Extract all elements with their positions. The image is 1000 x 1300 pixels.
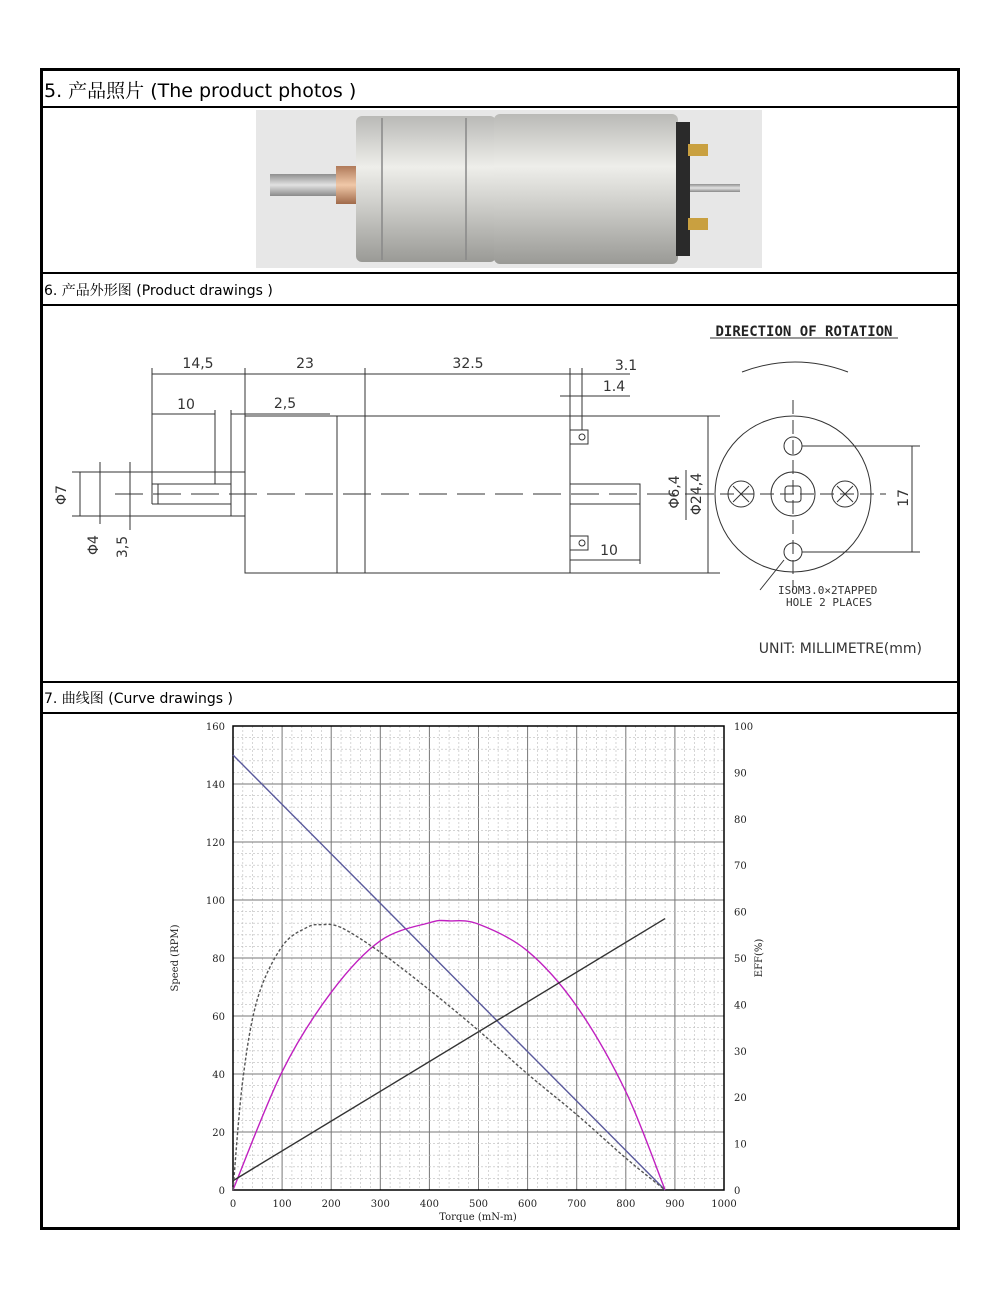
x-tick-label: 900 (665, 1199, 685, 1210)
y-axis-label: Speed (RPM) (170, 924, 181, 992)
chart-ticks (206, 722, 753, 1210)
dim-10-top: 10 (177, 397, 195, 413)
dim-3-1: 3.1 (614, 358, 638, 374)
y-tick-label: 160 (205, 722, 225, 733)
x-tick-label: 500 (468, 1199, 489, 1210)
y2-axis-label: EFF(%) (754, 938, 765, 978)
y2-tick-label: 70 (734, 861, 747, 873)
x-tick-label: 600 (518, 1199, 538, 1210)
y-tick-label: 60 (212, 1012, 225, 1023)
y-tick-label: 80 (212, 954, 225, 965)
drawings-section-title: 6. 产品外形图 (Product drawings ) (44, 283, 273, 299)
curves-section-title: 7. 曲线图 (Curve drawings ) (44, 691, 233, 707)
dim-3-5: 3,5 (115, 535, 131, 559)
y2-tick-label: 20 (734, 1093, 747, 1105)
dim-phi24-4: Φ24,4 (689, 472, 705, 516)
direction-of-rotation-label: DIRECTION OF ROTATION (715, 324, 893, 340)
dim-2-5: 2,5 (273, 396, 297, 412)
y-tick-label: 20 (212, 1128, 225, 1139)
dim-17: 17 (896, 489, 912, 507)
y-tick-label: 120 (205, 838, 225, 849)
x-tick-label: 400 (419, 1199, 439, 1210)
x-tick-label: 700 (567, 1199, 587, 1210)
tapped-hole-note-line-2: HOLE 2 PLACES (786, 596, 873, 609)
y-tick-label: 140 (205, 780, 225, 791)
y2-tick-label: 50 (734, 954, 747, 965)
chart-series (233, 755, 665, 1190)
series-line-0 (233, 755, 665, 1190)
dim-1-4: 1.4 (602, 379, 626, 395)
y2-tick-label: 80 (734, 814, 747, 826)
x-tick-label: 100 (272, 1199, 292, 1210)
dim-14-5: 14,5 (182, 356, 214, 372)
dim-phi6-4: Φ6,4 (667, 475, 683, 509)
y-tick-label: 0 (218, 1186, 225, 1197)
y2-tick-label: 0 (734, 1186, 741, 1197)
x-tick-label: 200 (321, 1199, 341, 1210)
x-tick-label: 800 (616, 1199, 636, 1210)
y2-tick-label: 10 (734, 1139, 747, 1151)
dim-23: 23 (296, 356, 314, 372)
dim-phi4: Φ4 (86, 535, 102, 555)
y2-tick-label: 30 (734, 1046, 747, 1058)
dim-32-5: 32.5 (452, 356, 484, 372)
x-tick-label: 0 (229, 1199, 237, 1210)
y-tick-label: 100 (205, 896, 225, 907)
x-tick-label: 300 (370, 1199, 390, 1210)
y2-tick-label: 90 (734, 768, 747, 780)
y2-tick-label: 100 (734, 722, 754, 733)
dim-10-right: 10 (600, 543, 618, 559)
tapped-hole-note-line-1: ISOM3.0×2TAPPED (778, 584, 878, 597)
photos-section-title: 5. 产品照片 (The product photos ) (44, 80, 357, 102)
y2-tick-label: 60 (734, 907, 747, 919)
x-tick-label: 1000 (711, 1199, 737, 1210)
unit-label: UNIT: MILLIMETRE(mm) (758, 641, 922, 657)
y-tick-label: 40 (212, 1070, 225, 1081)
dim-phi7: Φ7 (54, 485, 70, 505)
y2-tick-label: 40 (734, 1000, 747, 1012)
chart-grid (233, 726, 724, 1190)
x-axis-label: Torque (mN-m) (439, 1212, 517, 1223)
